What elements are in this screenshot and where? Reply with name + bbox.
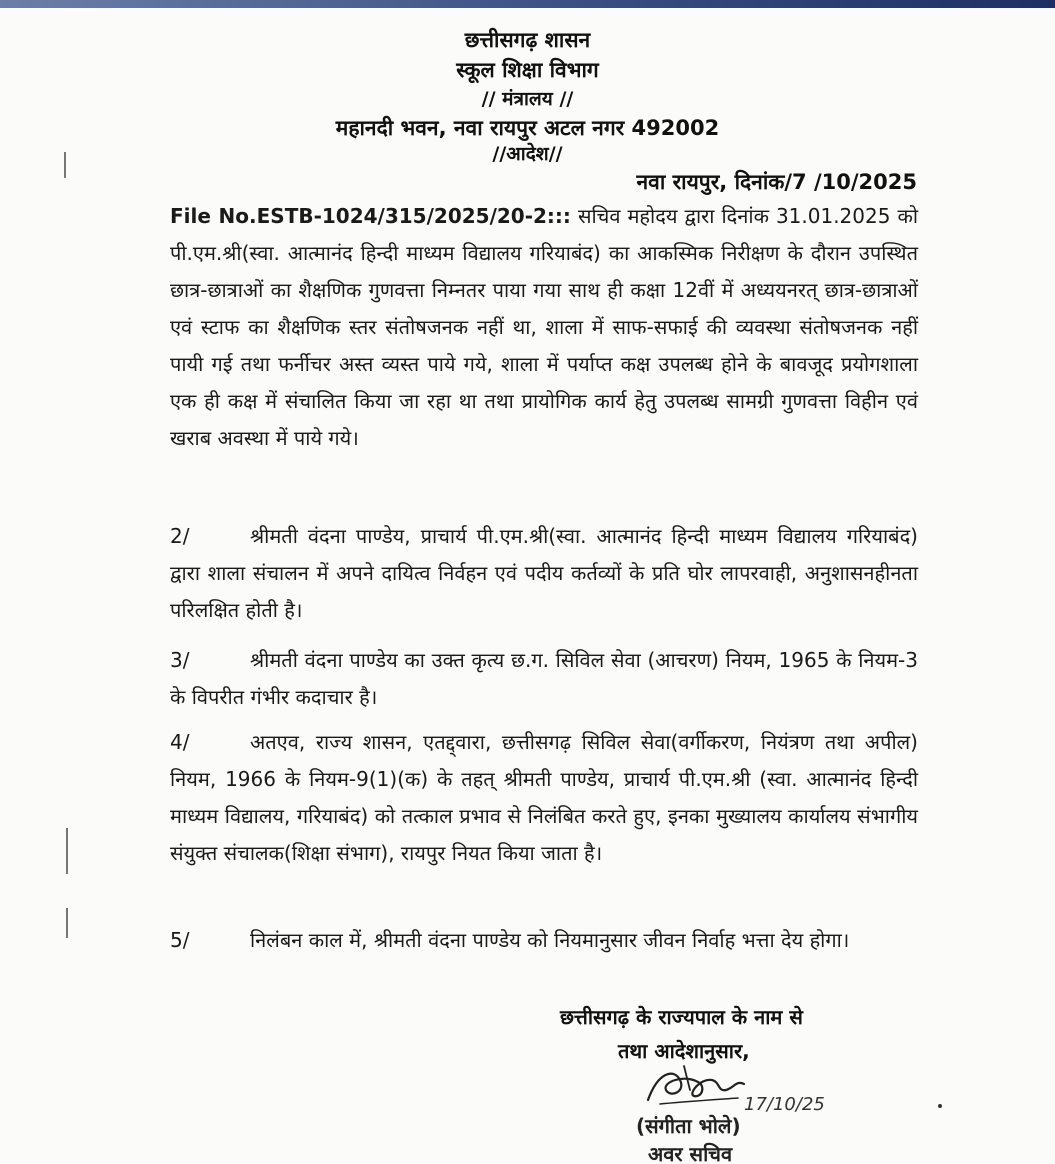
paragraph-5 [170,922,918,959]
signature-date: 17/10/25 [744,1094,825,1115]
signatory-name: (संगीता भोले) [636,1114,741,1138]
paragraph-3 [170,642,918,716]
order-date: नवा रायपुर, दिनांक/7 /10/2025 [636,170,917,194]
closing-block [560,1000,860,1068]
header-department: स्कूल शिक्षा विभाग [456,58,599,82]
paragraph-4 [170,724,918,872]
header-ministry: // मंत्रालय // [481,88,574,110]
header-address: महानदी भवन, नवा रायपुर अटल नगर 492002 [335,116,720,140]
paragraph-4-text: अतएव, राज्य शासन, एतद्द्वारा, छत्तीसगढ़ सिविल सेवा(वर्गीकरण, नियंत्रण तथा अपील) नियम, 1966 के नियम-9(1)(क) के तहत् श्रीमती पाण्डेय, प्राचार्य पी.एम.श्री (स्वा. आत्मानंद हिन्दी माध्यम विद्यालय, गरियाबंद) को तत्काल प्रभाव से निलंबित करते हुए, इनका मुख्यालय कार्यालय संभागीय संयुक्त संचालक(शिक्षा संभाग), रायपुर नियत किया जाता है। [170,730,918,865]
paragraph-1 [170,198,918,457]
paragraph-2 [170,518,918,629]
paragraph-3-text: श्रीमती वंदना पाण्डेय का उक्त कृत्य छ.ग. सिविल सेवा (आचरण) नियम, 1965 के नियम-3 के विपरीत गंभीर कदाचार है। [170,648,918,709]
signatory-designation: अवर सचिव [648,1142,733,1164]
closing-line-1: छत्तीसगढ़ के राज्यपाल के नाम से [560,1005,803,1029]
paragraph-5-text: निलंबन काल में, श्रीमती वंदना पाण्डेय को नियमानुसार जीवन निर्वाह भत्ता देय होगा। [250,928,850,952]
file-number: File No.ESTB-1024/315/2025/20-2::: [170,204,571,228]
margin-mark [66,908,68,938]
closing-line-2: तथा आदेशानुसार, [618,1039,750,1063]
stray-mark [938,1104,942,1108]
top-color-bar [0,0,1055,8]
header-government: छत्तीसगढ़ शासन [464,28,591,52]
paragraph-4-number: 4/ [170,730,190,754]
paragraph-3-number: 3/ [170,648,190,672]
paragraph-2-text: श्रीमती वंदना पाण्डेय, प्राचार्य पी.एम.श्री(स्वा. आत्मानंद हिन्दी माध्यम विद्यालय गरियाबंद) द्वारा शाला संचालन में अपने दायित्व निर्वहन एवं पदीय कर्तव्यों के प्रति घोर लापरवाही, अनुशासनहीनता परिलक्षित होती है। [170,524,918,622]
paragraph-5-number: 5/ [170,928,190,952]
margin-mark [66,828,68,874]
paragraph-1-text: सचिव महोदय द्वारा दिनांक 31.01.2025 को पी.एम.श्री(स्वा. आत्मानंद हिन्दी माध्यम विद्यालय गरियाबंद) का आकस्मिक निरीक्षण के दौरान उपस्थित छात्र-छात्राओं का शैक्षणिक गुणवत्ता निम्नतर पाया गया साथ ही कक्षा 12वीं में अध्ययनरत् छात्र-छात्राओं एवं स्टाफ का शैक्षणिक स्तर संतोषजनक नहीं था, शाला में साफ-सफाई की व्यवस्था संतोषजनक नहीं पायी गई तथा फर्नीचर अस्त व्यस्त पाये गये, शाला में पर्याप्त कक्ष उपलब्ध होने के बावजूद प्रयोगशाला एक ही कक्ष में संचालित किया जा रहा था तथा प्रायोगिक कार्य हेतु उपलब्ध सामग्री गुणवत्ता विहीन एवं खराब अवस्था में पाये गये। [170,204,919,450]
header-order: //आदेश// [492,143,563,165]
signature-scribble [640,1060,750,1120]
paragraph-2-number: 2/ [170,524,190,548]
